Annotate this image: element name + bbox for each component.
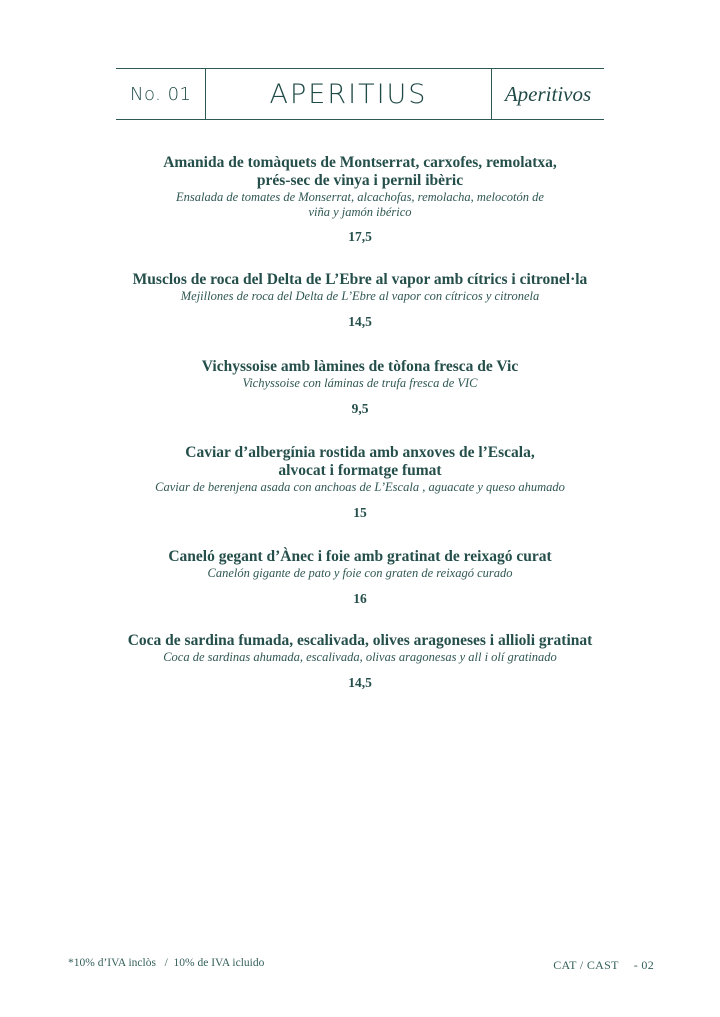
dish-description: Vichyssoise con láminas de trufa fresca de VIC [242, 376, 478, 390]
dish-name: Caneló gegant d’Ànec i foie amb gratinat de reixagó curat [168, 548, 552, 565]
dish-price: 14,5 [348, 313, 372, 329]
section-number: No. 01 [116, 69, 206, 119]
menu-item [110, 271, 610, 330]
dish-name: Caviar d’albergínia rostida amb anxoves de l’Escala, alvocat i formatge fumat [185, 444, 535, 479]
section-title: APERITIUS [269, 78, 428, 110]
tax-note: *10% d’IVA inclòs / 10% de IVA icluido [68, 957, 265, 969]
language-label: CAT / CAST [553, 958, 619, 972]
dish-name: Coca de sardina fumada, escalivada, olives aragoneses i allioli gratinat [127, 632, 593, 649]
dish-price: 17,5 [348, 229, 372, 244]
dish-price: 15 [353, 504, 367, 520]
dish-name: Amanida de tomàquets de Montserrat, carxofes, remolatxa, prés-sec de vinya i pernil ibèric [163, 154, 557, 189]
menu-item [110, 444, 610, 521]
dish-price: 14,5 [348, 674, 372, 690]
dish-price: 16 [353, 590, 367, 606]
footer-meta [541, 958, 654, 973]
dish-description: Mejillones de roca del Delta de L’Ebre al vapor con cítricos y citronela [180, 289, 540, 303]
dish-name: Musclos de roca del Delta de L’Ebre al vapor amb cítrics i citronel·la [132, 271, 588, 288]
menu-item [110, 358, 610, 417]
menu-item [110, 632, 610, 691]
menu-item [110, 154, 610, 245]
menu-item [110, 548, 610, 607]
section-header [116, 68, 604, 120]
page-number: - 02 [633, 958, 654, 972]
dish-price: 9,5 [351, 400, 369, 416]
dish-description: Caviar de berenjena asada con anchoas de L’Escala , aguacate y queso ahumado [155, 480, 565, 494]
section-subtitle: Aperitivos [491, 69, 604, 119]
dish-name: Vichyssoise amb làmines de tòfona fresca de Vic [201, 358, 519, 375]
dish-description: Canelón gigante de pato y foie con graten de reixagó curado [207, 566, 513, 580]
dish-description: Coca de sardinas ahumada, escalivada, olivas aragonesas y all i olí gratinado [163, 650, 557, 664]
dish-description: Ensalada de tomates de Monserrat, alcachofas, remolacha, melocotón de viña y jamón ibérico [176, 190, 544, 219]
